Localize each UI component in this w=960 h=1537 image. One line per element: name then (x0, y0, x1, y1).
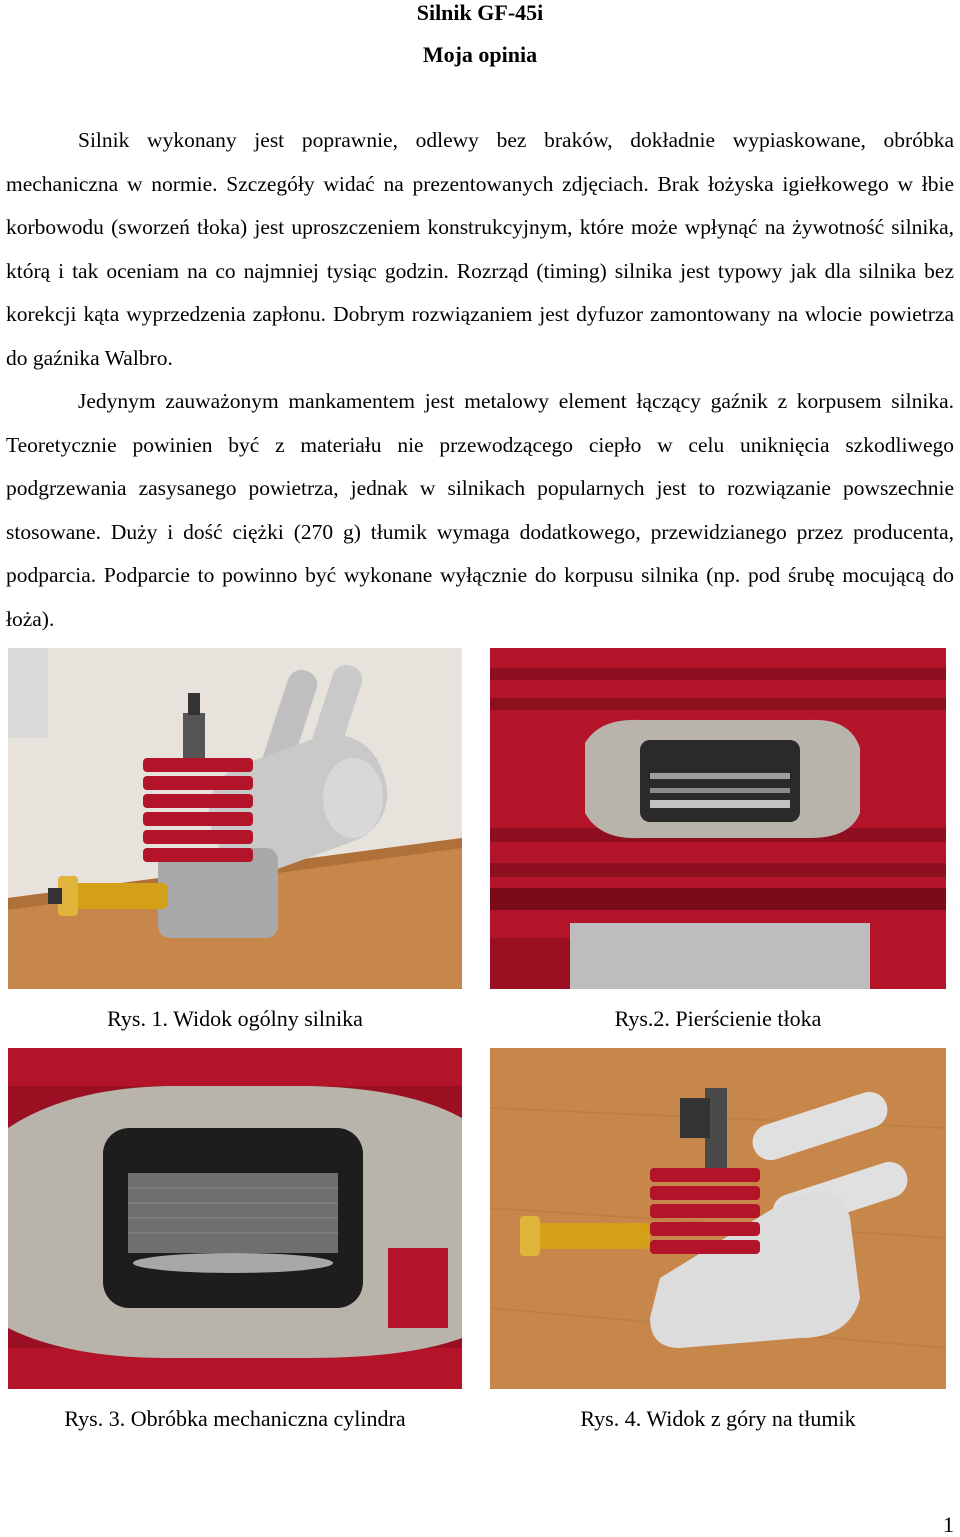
figure-1-caption: Rys. 1. Widok ogólny silnika (107, 1006, 363, 1031)
figure-4-caption: Rys. 4. Widok z góry na tłumik (580, 1406, 856, 1431)
page-number: 1 (943, 1512, 954, 1537)
paragraph-2-text: Jedynym zauważonym mankamentem jest metalowy element łączący gaźnik z korpusem silnika. Teoretycznie powinien być z materiału nie przewodzącego ciepło w celu uniknięcia szkodliwego podgrzewania zasysanego powietrza, jednak w silnikach popularnych jest to rozwiązanie powszechnie stosowane. Duży i dość ciężki (270 g) tłumik wymaga dodatkowego, przewidzianego przez producenta, podparcia. Podparcie to powinno być wykonane wyłącznie do korpusu silnika (np. pod śrubę mocującą do łoża). (6, 389, 954, 631)
paragraph-2 (6, 380, 954, 641)
figure-1-photo (8, 648, 462, 989)
piston-rings-image (490, 648, 946, 989)
cylinder-machining-image (8, 1048, 462, 1389)
muffler-top-view-image (490, 1048, 946, 1389)
figure-3-caption: Rys. 3. Obróbka mechaniczna cylindra (64, 1406, 406, 1431)
figure-3-photo (8, 1048, 462, 1389)
engine-general-view-image (8, 648, 462, 989)
paragraph-1 (6, 119, 954, 380)
page-title: Silnik GF-45i (416, 0, 544, 25)
figure-2-photo (490, 648, 946, 989)
page-subtitle: Moja opinia (422, 42, 538, 67)
paragraph-1-text: Silnik wykonany jest poprawnie, odlewy bez braków, dokładnie wypiaskowane, obróbka mechaniczna w normie. Szczegóły widać na prezentowanych zdjęciach. Brak łożyska igiełkowego w łbie korbowodu (sworzeń tłoka) jest uproszczeniem konstrukcyjnym, które może wpłynąć na żywotność silnika, którą i tak oceniam na co najmniej tysiąc godzin. Rozrząd (timing) silnika jest typowy jak dla silnika bez korekcji kąta wyprzedzenia zapłonu. Dobrym rozwiązaniem jest dyfuzor zamontowany na wlocie powietrza do gaźnika Walbro. (6, 128, 954, 370)
figure-4-photo (490, 1048, 946, 1389)
figure-2-caption: Rys.2. Pierścienie tłoka (614, 1006, 822, 1031)
